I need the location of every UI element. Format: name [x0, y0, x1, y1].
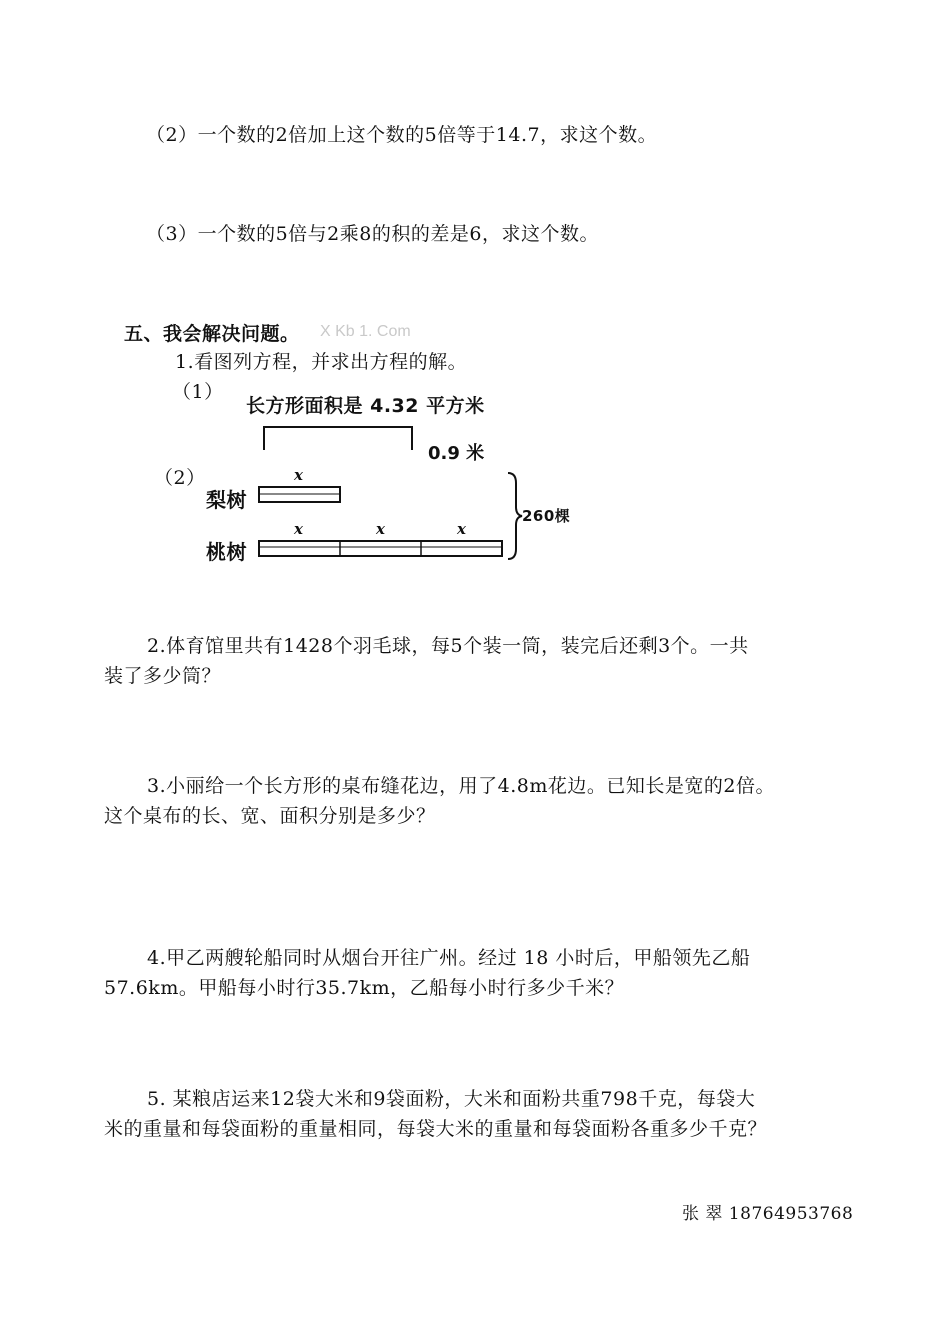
problem-3-line-1: 3.小丽给一个长方形的桌布缝花边，用了4.8m花边。已知长是宽的2倍。 [147, 775, 775, 797]
problem-4-line-2: 57.6km。甲船每小时行35.7km，乙船每小时行多少千米？ [104, 977, 625, 999]
question-4-2: （2）一个数的2倍加上这个数的5倍等于14.7，求这个数。 [146, 124, 658, 146]
problem-5-line-2: 米的重量和每袋面粉的重量相同，每袋大米的重量和每袋面粉各重多少千克？ [104, 1118, 768, 1140]
rectangle-figure [256, 420, 496, 464]
problem-3-line-2: 这个桌布的长、宽、面积分别是多少？ [104, 805, 436, 827]
watermark: X Kb 1. Com [320, 323, 411, 340]
total-label: 260棵 [522, 507, 571, 525]
pear-tree-label: 梨树 [206, 488, 247, 512]
peach-bar [259, 541, 502, 556]
problem-4-line-1: 4.甲乙两艘轮船同时从烟台开往广州。经过 18 小时后，甲船领先乙船 [147, 947, 751, 969]
problem-5-line-1: 5. 某粮店运来12袋大米和9袋面粉，大米和面粉共重798千克，每袋大 [147, 1088, 756, 1110]
figure-1-label: （1） [172, 381, 224, 403]
total-brace [508, 473, 522, 559]
pear-var-label: x [294, 466, 304, 484]
problem-2-line-2: 装了多少筒？ [104, 665, 222, 687]
figure-2-label: （2） [154, 467, 206, 489]
footer-signature: 张 翠 18764953768 [682, 1204, 854, 1224]
peach-var-label-3: x [457, 520, 467, 538]
problem-2-line-1: 2.体育馆里共有1428个羽毛球，每5个装一筒，装完后还剩3个。一共 [147, 635, 749, 657]
peach-var-label-1: x [294, 520, 304, 538]
figure-1-title: 长方形面积是 4.32 平方米 [246, 395, 485, 417]
rectangle-side-label: 0.9 米 [428, 443, 485, 464]
problem-1-intro: 1.看图列方程，并求出方程的解。 [175, 351, 468, 373]
peach-tree-label: 桃树 [206, 540, 247, 564]
question-4-3: （3）一个数的5倍与2乘8的积的差是6，求这个数。 [146, 223, 599, 245]
section-5-heading: 五、我会解决问题。 [124, 323, 300, 345]
peach-var-label-2: x [376, 520, 386, 538]
